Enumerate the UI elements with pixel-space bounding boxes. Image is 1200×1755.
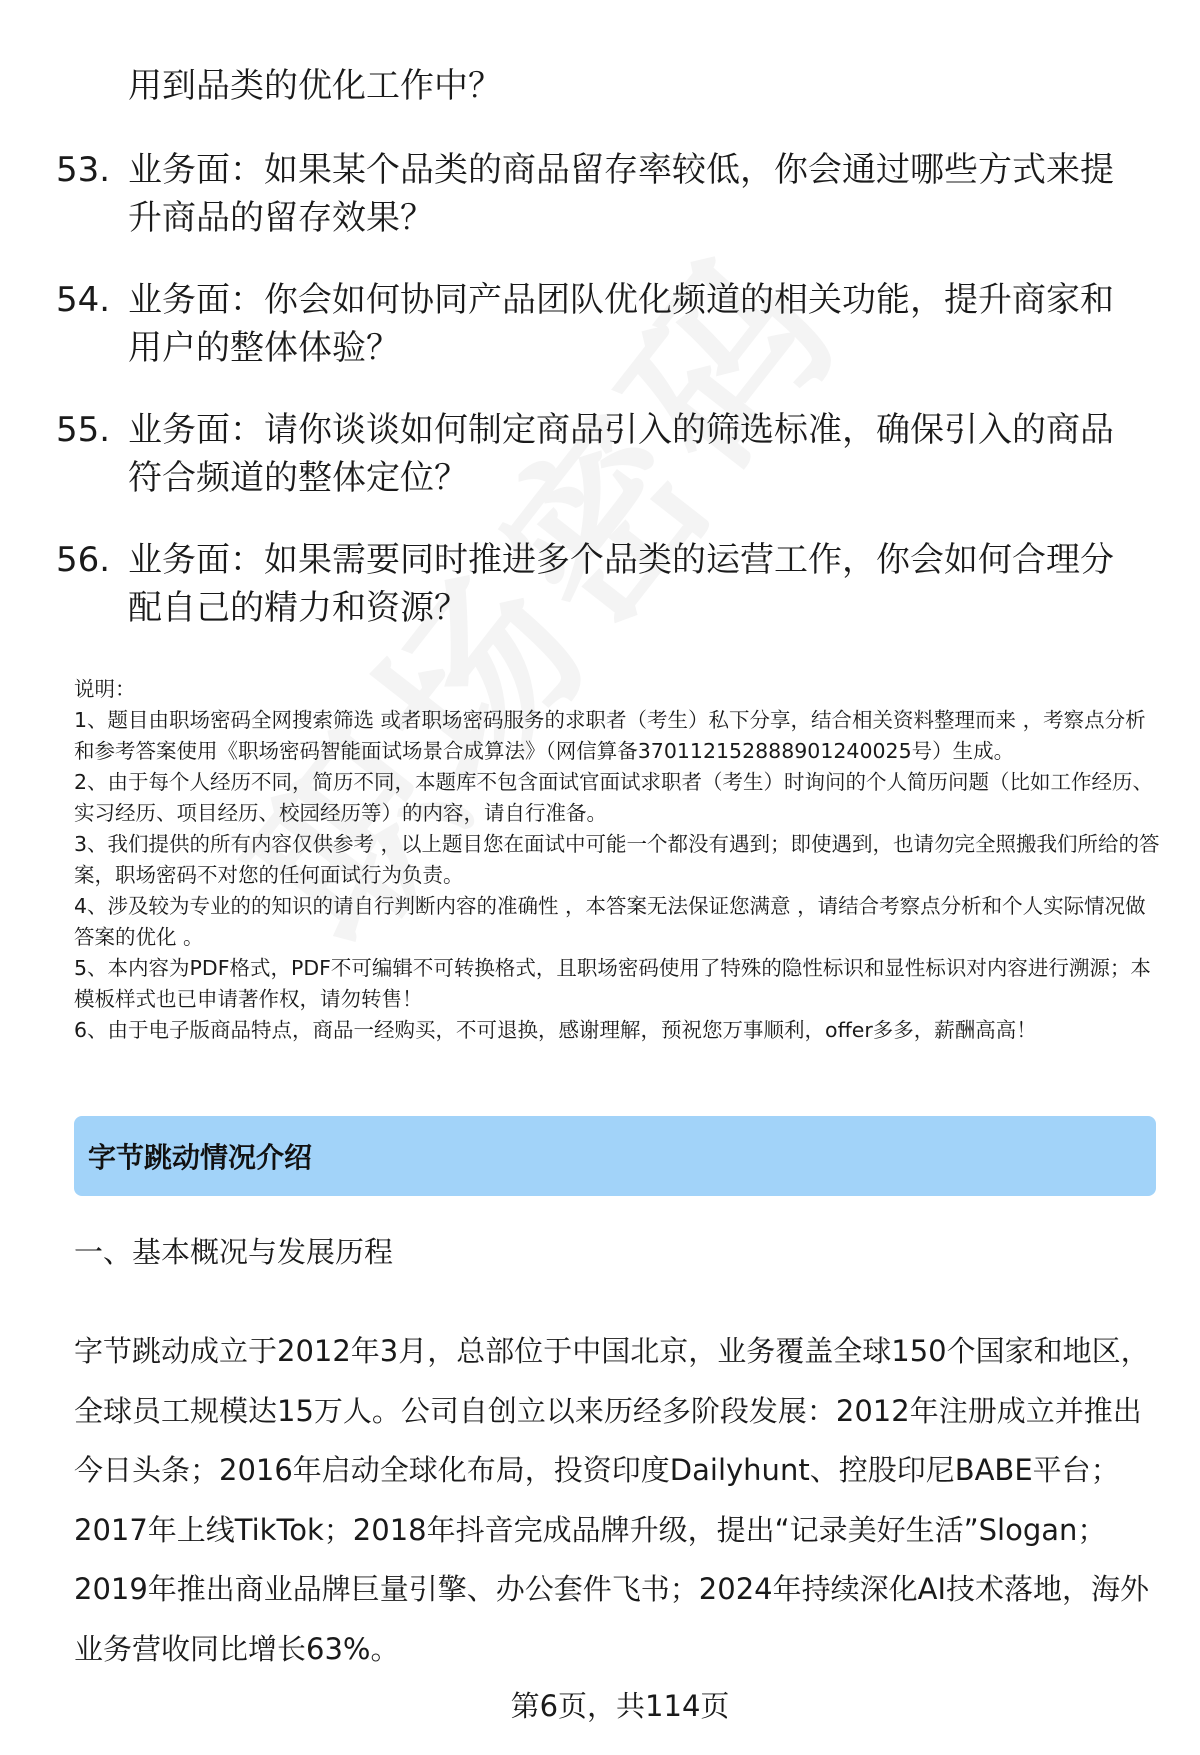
question-number: 55. (56, 410, 111, 450)
note-item: 3、我们提供的所有内容仅供参考 ，以上题目您在面试中可能一个都没有遇到；即使遇到，也请勿完全照搬我们所给的答案，职场密码不对您的任何面试行为负责。 (74, 832, 1160, 887)
question-number: 54. (56, 280, 111, 320)
question-list (56, 146, 1146, 666)
section-title: 字节跳动情况介绍 (88, 1141, 313, 1174)
question-text: 业务面：如果某个品类的商品留存率较低，你会通过哪些方式来提升商品的留存效果？ (128, 150, 1114, 238)
notes-section (74, 674, 1164, 1046)
note-item: 1、题目由职场密码全网搜索筛选 或者职场密码服务的求职者（考生）私下分享，结合相关资料整理而来 ，考察点分析和参考答案使用《职场密码智能面试场景合成算法》（网信算备370112152888901240025号）生成。 (74, 708, 1146, 763)
question-item (56, 536, 1146, 632)
question-item (56, 146, 1146, 242)
note-item: 2、由于每个人经历不同，简历不同，本题库不包含面试官面试求职者（考生）时询问的个人简历问题（比如工作经历、实习经历、项目经历、校园经历等）的内容，请自行准备。 (74, 770, 1154, 825)
question-item (56, 276, 1146, 372)
question-item (56, 406, 1146, 502)
question-text: 业务面：请你谈谈如何制定商品引入的筛选标准，确保引入的商品符合频道的整体定位？ (128, 410, 1114, 498)
notes-title: 说明： (74, 677, 136, 701)
question-continuation: 用到品类的优化工作中？ (128, 66, 502, 106)
question-number: 56. (56, 540, 111, 580)
question-text: 业务面：你会如何协同产品团队优化频道的相关功能，提升商家和用户的整体体验？ (128, 280, 1114, 368)
note-item: 6、由于电子版商品特点，商品一经购买，不可退换，感谢理解，预祝您万事顺利，offer多多，薪酬高高！ (74, 1018, 1037, 1042)
question-number: 53. (56, 150, 111, 190)
section-banner (74, 1116, 1156, 1196)
body-paragraph: 字节跳动成立于2012年3月，总部位于中国北京，业务覆盖全球150个国家和地区，全球员工规模达15万人。公司自创立以来历经多阶段发展：2012年注册成立并推出今日头条；2016年启动全球化布局，投资印度Dailyhunt、控股印尼BABE平台；2017年上线TikTok；2018年抖音完成品牌升级，提出“记录美好生活”Slogan；2019年推出商业品牌巨量引擎、办公套件飞书；2024年持续深化AI技术落地，海外业务营收同比增长63%。 (74, 1334, 1150, 1666)
subheading: 一、基本概况与发展历程 (74, 1235, 394, 1269)
question-text: 业务面：如果需要同时推进多个品类的运营工作，你会如何合理分配自己的精力和资源？ (128, 540, 1114, 628)
note-item: 4、涉及较为专业的的知识的请自行判断内容的准确性 ，本答案无法保证您满意 ，请结合考察点分析和个人实际情况做答案的优化 。 (74, 894, 1146, 949)
note-item: 5、本内容为PDF格式，PDF不可编辑不可转换格式，且职场密码使用了特殊的隐性标识和显性标识对内容进行溯源；本模板样式也已申请著作权，请勿转售！ (74, 956, 1151, 1011)
page-number: 第6页，共114页 (510, 1689, 730, 1723)
